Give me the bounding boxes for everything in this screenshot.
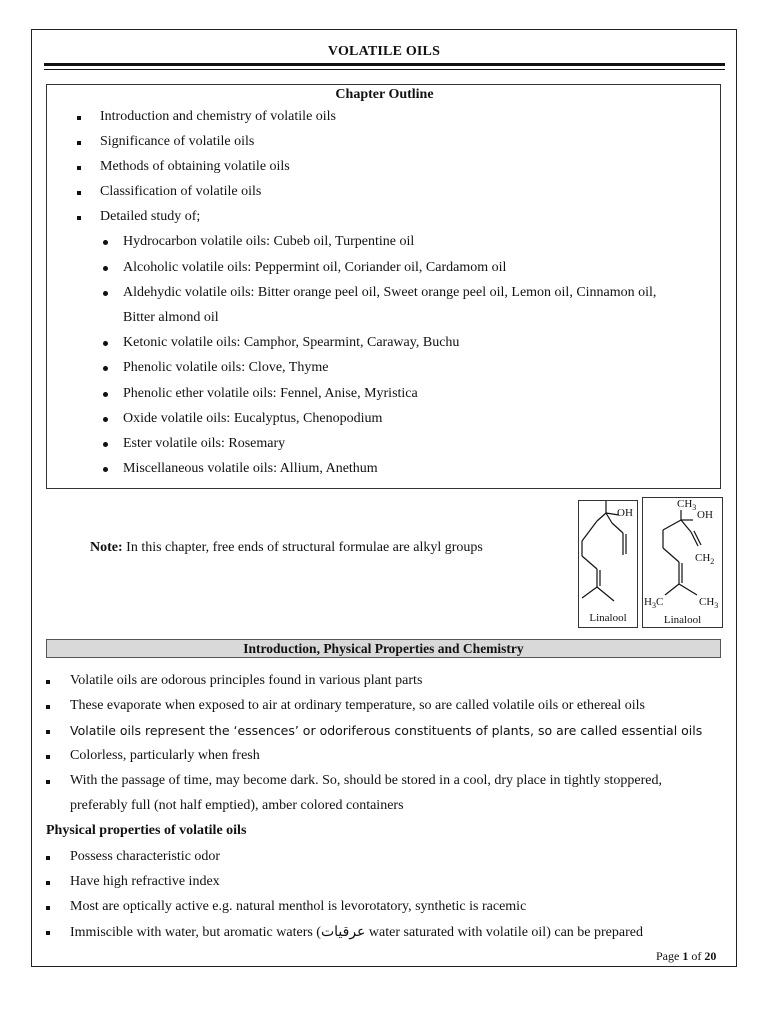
methyl-label-right: $CH_3$ [699,596,719,611]
outline-subitem-continued: Bitter almond oil [123,310,219,325]
outline-subitem: Oxide volatile oils: Eucalyptus, Chenopodium [123,411,383,426]
bullet-dot-icon [103,467,108,472]
outline-subitem: Ester volatile oils: Rosemary [123,436,286,451]
bullet-square-icon [77,116,81,120]
note-label: Note: [90,540,123,555]
note-text [90,540,483,556]
bullet-square-icon [46,705,50,709]
title-rule-thick [44,63,725,66]
title-rule-thin [44,69,725,70]
bullet-square-icon [46,931,50,935]
outline-subitem: Aldehydic volatile oils: Bitter orange peel oil, Sweet orange peel oil, Lemon oil, Cinnamon oil, [123,285,657,300]
bullet-square-icon [46,755,50,759]
bullet-dot-icon [103,266,108,271]
page-number: Page 1 of 20 [656,949,717,963]
outline-subitem: Ketonic volatile oils: Camphor, Spearmint, Caraway, Buchu [123,335,460,350]
outline-item: Detailed study of; [100,209,201,224]
outline-heading: Chapter Outline [335,87,434,102]
outline-item: Introduction and chemistry of volatile oils [100,109,337,124]
hydroxyl-label: OH [697,509,713,521]
bullet-square-icon [46,881,50,885]
bullet-dot-icon [103,341,108,346]
bullet-dot-icon [103,240,108,245]
bullet-square-icon [46,680,50,684]
linalool-labeled-structure [642,497,723,628]
outline-item: Significance of volatile oils [100,134,255,149]
outline-subitem: Hydrocarbon volatile oils: Cubeb oil, Turpentine oil [123,234,415,249]
methylene-label: $CH_2$ [695,552,715,567]
linalool-skeletal-icon [579,501,639,629]
physical-properties-heading: Physical properties of volatile oils [46,823,247,838]
bullet-dot-icon [103,291,108,296]
hydroxyl-label: OH [617,507,633,519]
section-heading-bar: Introduction, Physical Properties and Chemistry [46,639,721,658]
outline-item: Classification of volatile oils [100,184,262,199]
bullet-square-icon [77,141,81,145]
structure-caption: Linalool [589,612,627,624]
outline-item: Methods of obtaining volatile oils [100,159,290,174]
bullet-square-icon [77,191,81,195]
bullet-square-icon [46,906,50,910]
bullet-square-icon [46,730,50,734]
bullet-square-icon [77,166,81,170]
bullet-dot-icon [103,392,108,397]
bullet-dot-icon [103,366,108,371]
bullet-dot-icon [103,417,108,422]
structure-caption: Linalool [663,614,702,626]
bullet-square-icon [46,780,50,784]
outline-subitem: Phenolic ether volatile oils: Fennel, Anise, Myristica [123,386,418,401]
outline-subitem: Phenolic volatile oils: Clove, Thyme [123,360,329,375]
document-title: VOLATILE OILS [327,44,441,59]
bullet-square-icon [77,216,81,220]
bullet-dot-icon [103,442,108,447]
note-body: In this chapter, free ends of structural formulae are alkyl groups [122,540,483,555]
outline-subitem: Miscellaneous volatile oils: Allium, Anethum [123,461,378,476]
linalool-skeletal-structure [578,500,638,628]
bullet-square-icon [46,856,50,860]
methyl-label-left: $H_3C$ [644,596,664,611]
outline-subitem: Alcoholic volatile oils: Peppermint oil, Coriander oil, Cardamom oil [123,260,507,275]
chapter-outline-box [46,84,721,489]
methyl-label-top: $CH_3$ [677,498,697,513]
